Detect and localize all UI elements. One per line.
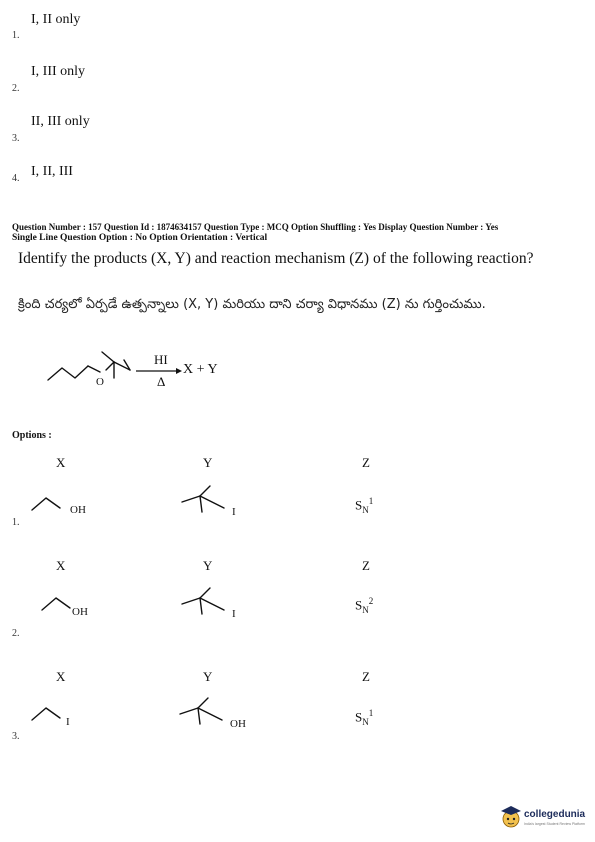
structure-y	[176, 690, 246, 740]
mechanism-order: 1	[368, 708, 374, 718]
option-number: 1.	[12, 517, 20, 528]
mechanism-subscript: N	[362, 504, 369, 515]
question-text-english: Identify the products (X, Y) and reaction mechanism (Z) of the following reaction?	[18, 250, 534, 267]
option-column-z: Z	[362, 669, 370, 684]
prev-option-text: I, III only	[31, 64, 86, 79]
option-column-z: Z	[362, 455, 370, 470]
mechanism-letter: S	[355, 597, 363, 613]
structure-y	[178, 580, 248, 630]
structure-y-group: I	[232, 506, 236, 518]
question-meta	[12, 222, 587, 244]
reactant-structure	[48, 352, 130, 388]
reaction-condition: Δ	[157, 374, 166, 389]
option-number: 3.	[12, 731, 20, 742]
prev-option-text: I, II, III	[31, 164, 73, 179]
collegedunia-logo	[500, 803, 592, 833]
mechanism-order: 1	[368, 496, 374, 506]
prev-option-text: I, II only	[31, 12, 81, 27]
mechanism-subscript: N	[362, 716, 369, 727]
question-text-telugu: క్రింది చర్యలో ఏర్పడే ఉత్పన్నాలు (X, Y) మరియు దాని చర్యా విధానము (Z) ను గుర్తించుము.	[18, 297, 486, 312]
logo-brand-text: collegedunia	[524, 809, 586, 820]
structure-x	[30, 700, 90, 730]
option-column-x: X	[56, 669, 66, 684]
structure-y	[178, 478, 248, 528]
reaction-arrowhead	[176, 368, 182, 374]
prev-option-number: 4.	[12, 173, 20, 184]
reaction-products: X + Y	[183, 362, 218, 377]
reaction-reagent: HI	[154, 352, 168, 367]
prev-option-number: 1.	[12, 30, 20, 41]
graduate-mascot-icon	[500, 805, 522, 829]
option-column-y: Y	[203, 558, 213, 573]
option-column-y: Y	[203, 455, 213, 470]
mechanism-order: 2	[368, 596, 374, 606]
prev-option-number: 3.	[12, 133, 20, 144]
option-column-y: Y	[203, 669, 213, 684]
prev-option-text: II, III only	[31, 114, 90, 129]
structure-x-group: OH	[70, 504, 86, 516]
option-column-x: X	[56, 455, 66, 470]
option-column-x: X	[56, 558, 66, 573]
mechanism-letter: S	[355, 497, 363, 513]
structure-x-group: OH	[72, 606, 88, 618]
mechanism-letter: S	[355, 709, 363, 725]
mechanism-z	[355, 708, 373, 727]
option-number: 2.	[12, 628, 20, 639]
mechanism-z	[355, 496, 373, 515]
reaction-scheme	[40, 340, 260, 410]
structure-x-group: I	[66, 716, 70, 728]
mechanism-z	[355, 596, 373, 615]
structure-x	[40, 590, 100, 620]
structure-y-group: I	[232, 608, 236, 620]
mechanism-subscript: N	[362, 604, 369, 615]
question-meta-line-2: Single Line Question Option : No Option Orientation : Vertical	[12, 233, 268, 243]
options-label: Options :	[12, 430, 52, 441]
logo-tagline-text: India's largest Student Review Platform	[524, 822, 585, 826]
option-column-z: Z	[362, 558, 370, 573]
reactant-oxygen-atom: O	[96, 376, 104, 388]
structure-y-group: OH	[230, 718, 246, 730]
question-meta-line-1: Question Number : 157 Question Id : 1874634157 Question Type : MCQ Option Shuffling : Yes Display Question Number : Yes	[12, 222, 499, 232]
prev-option-number: 2.	[12, 83, 20, 94]
